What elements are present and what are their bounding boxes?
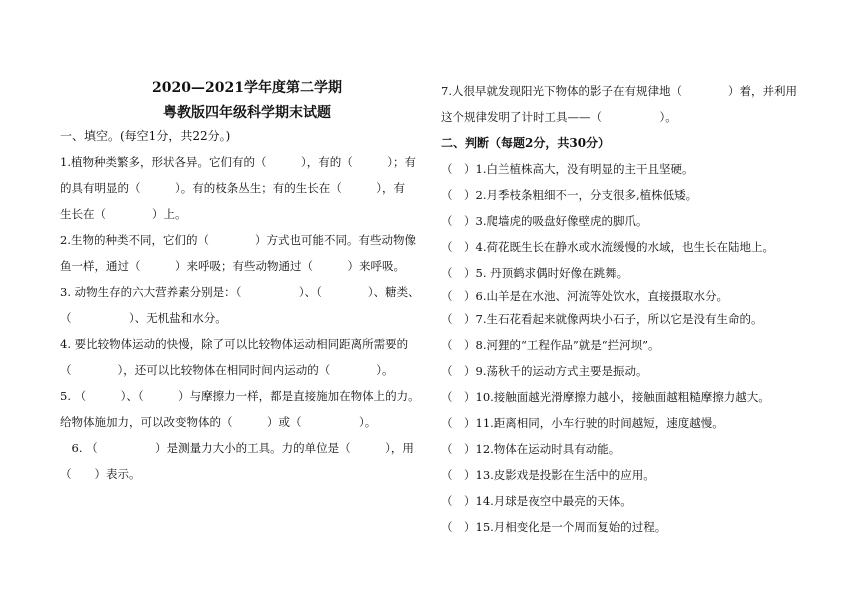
exam-year-title: 2020—2021学年度第二学期 <box>152 80 342 96</box>
judge-item: （ ）13.皮影戏是投影在生活中的应用。 <box>441 468 655 482</box>
right-column <box>441 78 811 540</box>
judge-item: （ ）2.月季枝条粗细不一，分支很多,植株低矮。 <box>441 188 698 202</box>
question-line: 4. 要比较物体运动的快慢，除了可以比较物体运动相同距离所需要的 <box>60 337 409 351</box>
judge-item: （ ）1.白兰植株高大，没有明显的主干且坚硬。 <box>441 162 694 176</box>
section-fill-heading: 一、填空。(每空1分，共22分。) <box>60 129 231 143</box>
section-judge-heading: 二、判断（每题2分，共30分） <box>441 136 611 150</box>
judge-item: （ ）3.爬墙虎的吸盘好像壁虎的脚爪。 <box>441 214 648 228</box>
judge-item: （ ）7.生石花看起来就像两块小石子，所以它是没有生命的。 <box>441 312 763 326</box>
question-line: （ ）表示。 <box>60 467 141 481</box>
judge-item: （ ）15.月相变化是一个周而复始的过程。 <box>441 520 667 534</box>
question-line: 2.生物的种类不同，它们的（ ）方式也可能不同。有些动物像 <box>60 233 416 247</box>
left-column <box>60 78 430 487</box>
question-line: （ ），还可以比较物体在相同时间内运动的（ ）。 <box>60 363 394 377</box>
question-line: 生长在（ ）上。 <box>60 207 187 221</box>
judge-item: （ ）5. 丹顶鹤求偶时好像在跳舞。 <box>441 266 629 280</box>
question-line: 6. （ ）是测量力大小的工具。力的单位是（ ），用 <box>60 441 414 455</box>
judge-item: （ ）8.河狸的“工程作品”就是“拦河坝”。 <box>441 338 660 352</box>
judge-item: （ ）9.荡秋千的运动方式主要是振动。 <box>441 364 648 378</box>
question-7-line-2: 这个规律发明了计时工具——（ ）。 <box>441 110 677 124</box>
judge-item: （ ）12.物体在运动时具有动能。 <box>441 442 621 456</box>
judge-item: （ ）4.荷花既生长在静水或水流缓慢的水域，也生长在陆地上。 <box>441 240 774 254</box>
judge-item: （ ）11.距离相同，小车行驶的时间越短，速度越慢。 <box>441 416 724 430</box>
question-line: 的具有明显的（ ）。有的枝条丛生；有的生长在（ ），有 <box>60 181 405 195</box>
judge-item: （ ）10.接触面越光滑摩擦力越小，接触面越粗糙摩擦力越大。 <box>441 390 770 404</box>
question-line: 3. 动物生存的六大营养素分别是：（ ）、（ ）、糖类、 <box>60 285 420 299</box>
exam-subject-title: 粤教版四年级科学期末试题 <box>163 105 331 121</box>
question-line: 给物体施加力，可以改变物体的（ ）或（ ）。 <box>60 415 377 429</box>
question-line: 鱼一样，通过（ ）来呼吸；有些动物通过（ ）来呼吸。 <box>60 259 405 273</box>
question-line: 1.植物种类繁多，形状各异。它们有的（ ），有的（ ）；有 <box>60 155 416 169</box>
judge-item: （ ）6.山羊是在水池、河流等处饮水，直接摄取水分。 <box>441 289 728 303</box>
question-line: 5. （ ）、（ ）与摩擦力一样，都是直接施加在物体上的力。 <box>60 389 420 403</box>
question-7-line-1: 7.人很早就发现阳光下物体的影子在有规律地（ ）着，并利用 <box>441 84 797 98</box>
question-line: （ ）、无机盐和水分。 <box>60 311 227 325</box>
judge-item: （ ）14.月球是夜空中最亮的天体。 <box>441 494 632 508</box>
